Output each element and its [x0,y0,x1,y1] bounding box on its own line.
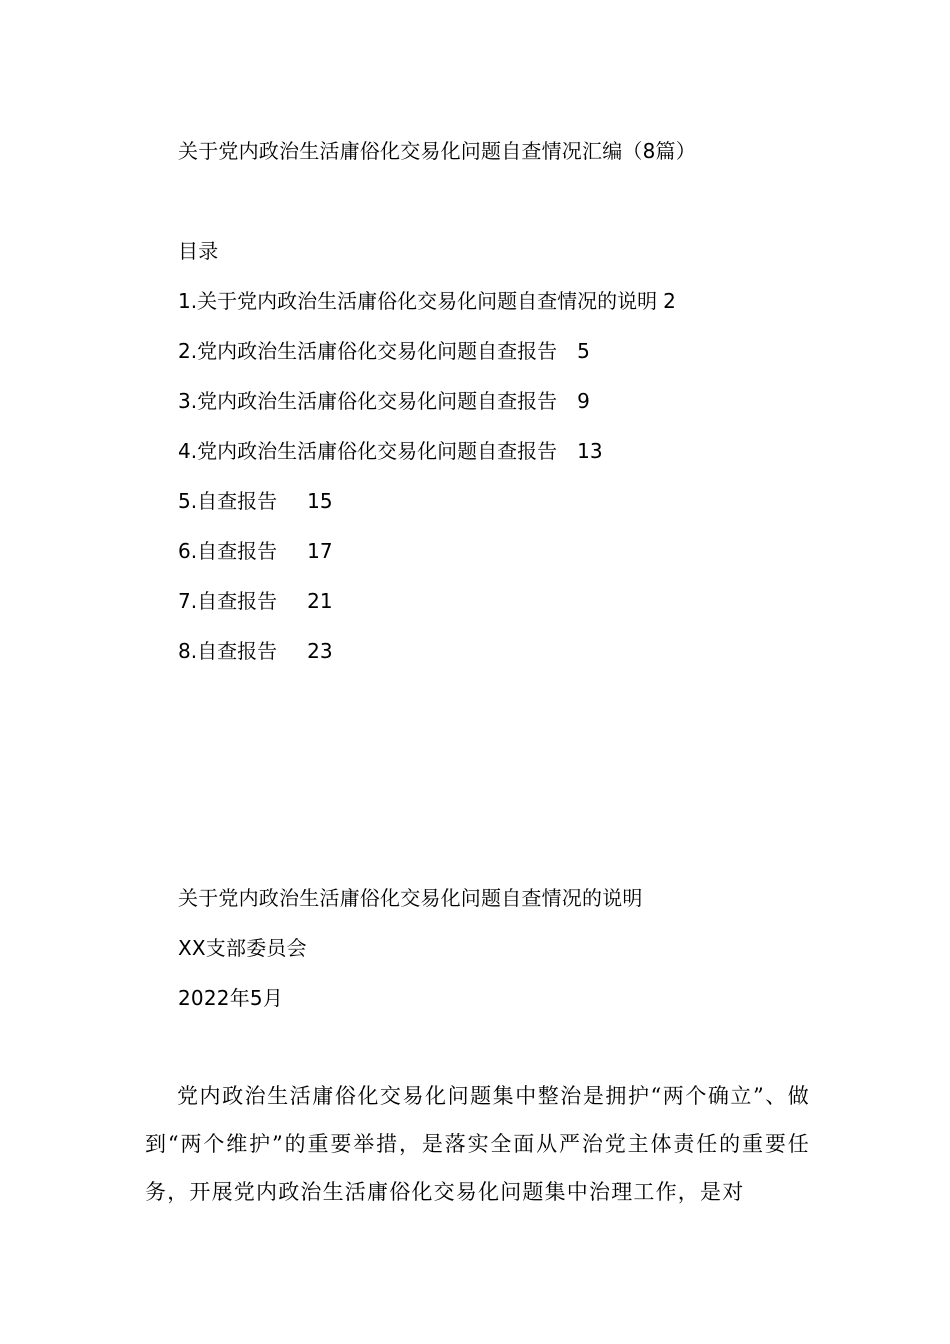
toc-item[interactable] [178,588,333,614]
section-date: 2022年5月 [178,986,284,1010]
toc-heading: 目录 [178,239,219,263]
section-organization: XX支部委员会 [178,936,307,960]
body-paragraph: 党内政治生活庸俗化交易化问题集中整治是拥护“两个确立”、做到“两个维护”的重要举措，是落实全面从严治党主体责任的重要任务，开展党内政治生活庸俗化交易化问题集中治理工作，是对 [145,1084,810,1204]
toc-item[interactable] [178,638,333,664]
toc-item-text: 1.关于党内政治生活庸俗化交易化问题自查情况的说明 [178,289,658,313]
toc-item[interactable] [178,388,590,414]
toc-item-text: 6.自查报告 [178,539,278,563]
toc-item-page: 23 [307,639,333,663]
section-title: 关于党内政治生活庸俗化交易化问题自查情况的说明 [178,886,643,910]
toc-item-page: 13 [577,439,603,463]
toc-item-page: 15 [307,489,333,513]
toc-item-text: 4.党内政治生活庸俗化交易化问题自查报告 [178,439,558,463]
toc-item-page: 17 [307,539,333,563]
toc-item-text: 5.自查报告 [178,489,278,513]
toc-item-text: 7.自查报告 [178,589,278,613]
toc-item[interactable] [178,288,676,314]
toc-item-text: 2.党内政治生活庸俗化交易化问题自查报告 [178,339,558,363]
toc-item[interactable] [178,438,603,464]
toc-item[interactable] [178,538,333,564]
toc-item[interactable] [178,338,590,364]
toc-item-page: 21 [307,589,333,613]
toc-item-page: 5 [577,339,590,363]
document-title: 关于党内政治生活庸俗化交易化问题自查情况汇编（8篇） [178,139,696,163]
toc-item-page: 9 [577,389,590,413]
toc-item-text: 3.党内政治生活庸俗化交易化问题自查报告 [178,389,558,413]
toc-item-page: 2 [663,289,676,313]
toc-item-text: 8.自查报告 [178,639,278,663]
toc-item[interactable] [178,488,333,514]
